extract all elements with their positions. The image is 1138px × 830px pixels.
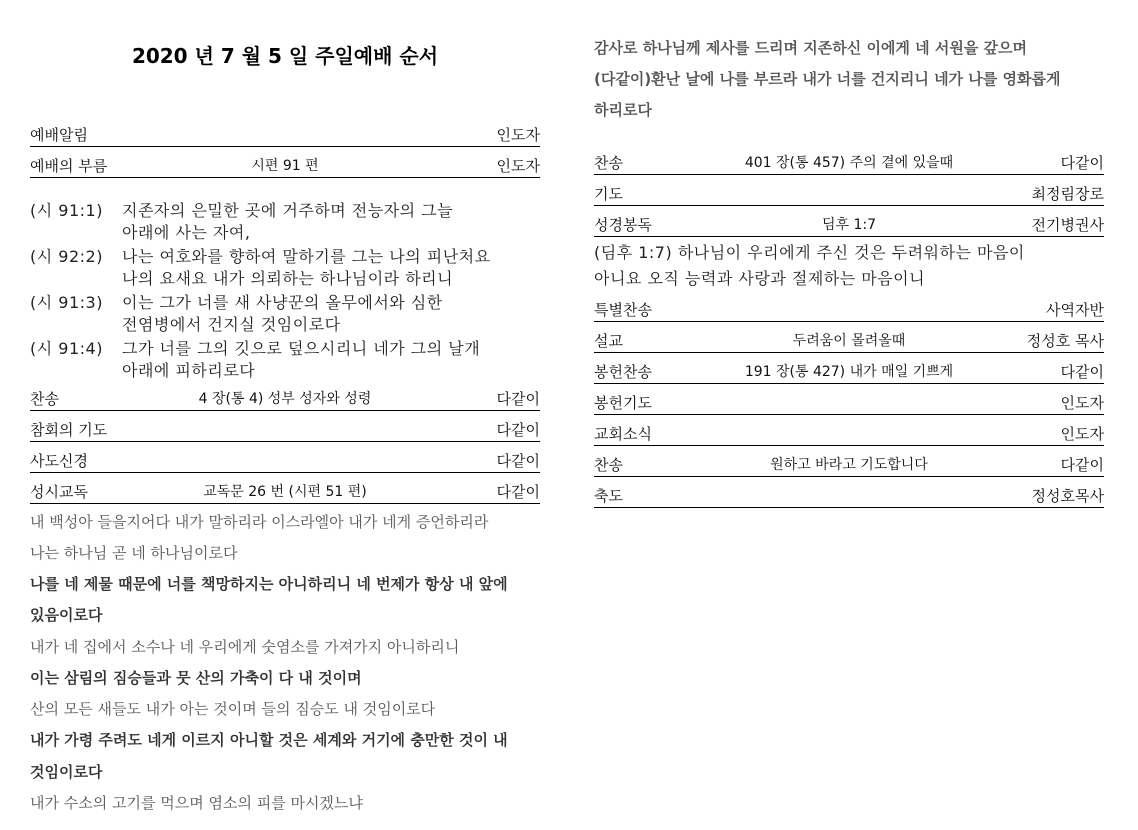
order-row <box>30 155 540 178</box>
order-leader: 다같이 <box>496 421 540 439</box>
responsive-reading-line: (다같이)환난 날에 나를 부르라 내가 너를 건지리니 네가 나를 영화롭게 <box>594 70 1061 88</box>
order-label: 축도 <box>594 487 623 505</box>
verse-reference: (시 91:1) <box>30 201 103 220</box>
verse-reference: (시 92:2) <box>30 247 103 266</box>
order-row <box>594 454 1104 477</box>
order-leader: 다같이 <box>1060 154 1104 172</box>
order-label: 성시교독 <box>30 483 88 501</box>
order-label: 예배의 부름 <box>30 157 108 175</box>
order-row <box>30 481 540 504</box>
verse-line: 그가 너를 그의 깃으로 덮으시리니 네가 그의 날개 <box>122 339 481 358</box>
order-leader: 다같이 <box>496 390 540 408</box>
responsive-reading-line: 나를 네 제물 때문에 너를 책망하지는 아니하리니 네 번제가 항상 내 앞에 <box>30 575 508 593</box>
order-leader: 전기병권사 <box>1031 216 1104 234</box>
order-leader: 사역자반 <box>1046 301 1104 319</box>
verse-line: 나의 요새요 내가 의뢰하는 하나님이라 하리니 <box>122 269 454 288</box>
scripture-verse <box>30 246 540 290</box>
scripture-verse <box>30 292 540 336</box>
order-label: 설교 <box>594 332 623 350</box>
scripture-verse <box>30 200 540 244</box>
order-label: 참회의 기도 <box>30 421 108 439</box>
order-label: 예배알림 <box>30 126 88 144</box>
order-label: 사도신경 <box>30 452 88 470</box>
order-detail: 191 장(통 427) 내가 매일 기쁘게 <box>744 364 954 380</box>
order-label: 성경봉독 <box>594 216 652 234</box>
scripture-verse <box>30 338 540 382</box>
responsive-reading-line: 있음이로다 <box>30 606 103 624</box>
order-row <box>594 214 1104 237</box>
order-label: 특별찬송 <box>594 301 652 319</box>
order-leader: 최정림장로 <box>1031 185 1104 203</box>
order-label: 교회소식 <box>594 425 652 443</box>
responsive-reading-line: 나는 하나님 곧 네 하나님이로다 <box>30 544 238 562</box>
order-row <box>594 361 1104 384</box>
order-leader: 다같이 <box>496 452 540 470</box>
order-row <box>30 419 540 442</box>
responsive-reading-line: 이는 삼림의 짐승들과 뭇 산의 가축이 다 내 것이며 <box>30 669 362 687</box>
verse-reference: (시 91:3) <box>30 293 103 312</box>
order-detail: 두려움이 몰려올때 <box>792 333 906 349</box>
order-label: 찬송 <box>594 154 623 172</box>
order-label: 봉헌찬송 <box>594 363 652 381</box>
order-leader: 인도자 <box>1060 394 1104 412</box>
verse-line: 아래에 사는 자여, <box>122 223 251 242</box>
verse-line: 이는 그가 너를 새 사냥꾼의 올무에서와 심한 <box>122 293 443 312</box>
verse-line: 전염병에서 건지실 것임이로다 <box>122 315 341 334</box>
verse-line: 나는 여호와를 향하여 말하기를 그는 나의 피난처요 <box>122 247 491 266</box>
order-leader: 인도자 <box>496 157 540 175</box>
order-leader: 다같이 <box>496 483 540 501</box>
responsive-reading-line: 하리로다 <box>594 101 652 119</box>
order-label: 기도 <box>594 185 623 203</box>
scripture-text: 아니요 오직 능력과 사랑과 절제하는 마음이니 <box>594 269 926 288</box>
order-label: 찬송 <box>594 456 623 474</box>
order-row <box>30 450 540 473</box>
responsive-reading-line: 내 백성아 들을지어다 내가 말하리라 이스라엘아 내가 네게 증언하리라 <box>30 513 489 531</box>
order-label: 찬송 <box>30 390 59 408</box>
responsive-reading-line: 산의 모든 새들도 내가 아는 것이며 들의 짐승도 내 것임이로다 <box>30 700 436 718</box>
order-label: 봉헌기도 <box>594 394 652 412</box>
order-leader: 정성호목사 <box>1031 487 1104 505</box>
responsive-reading-line: 감사로 하나님께 제사를 드리며 지존하신 이에게 네 서원을 갚으며 <box>594 39 1028 57</box>
order-leader: 다같이 <box>1060 363 1104 381</box>
page-title: 2020 년 7 월 5 일 주일예배 순서 <box>131 44 439 68</box>
responsive-reading-line: 것임이로다 <box>30 763 103 781</box>
order-detail: 시편 91 편 <box>251 158 319 174</box>
order-row <box>594 485 1104 508</box>
order-row <box>594 423 1104 446</box>
order-row <box>594 392 1104 415</box>
order-leader: 인도자 <box>1060 425 1104 443</box>
order-detail: 딤후 1:7 <box>821 217 877 233</box>
responsive-reading-line: 내가 네 집에서 소수나 네 우리에게 숫염소를 가져가지 아니하리니 <box>30 638 460 656</box>
verse-line: 지존자의 은밀한 곳에 거주하며 전능자의 그늘 <box>122 201 454 220</box>
order-row <box>594 299 1104 322</box>
order-leader: 정성호 목사 <box>1026 332 1104 350</box>
verse-reference: (시 91:4) <box>30 339 103 358</box>
order-row <box>594 183 1104 206</box>
order-row <box>594 330 1104 353</box>
order-detail: 교독문 26 번 (시편 51 편) <box>203 484 367 500</box>
order-leader: 인도자 <box>496 126 540 144</box>
order-leader: 다같이 <box>1060 456 1104 474</box>
order-detail: 원하고 바라고 기도합니다 <box>770 457 928 473</box>
order-row <box>594 152 1104 175</box>
scripture-text: (딤후 1:7) 하나님이 우리에게 주신 것은 두려워하는 마음이 <box>594 243 1025 262</box>
order-row <box>30 388 540 411</box>
responsive-reading-line: 내가 가령 주려도 네게 이르지 아니할 것은 세계와 거기에 충만한 것이 내 <box>30 731 508 749</box>
order-detail: 401 장(통 457) 주의 곁에 있을때 <box>744 155 954 171</box>
order-detail: 4 장(통 4) 성부 성자와 성령 <box>198 391 372 407</box>
responsive-reading-line: 내가 수소의 고기를 먹으며 염소의 피를 마시겠느냐 <box>30 794 363 812</box>
verse-line: 아래에 피하리로다 <box>122 361 256 380</box>
order-row <box>30 124 540 147</box>
